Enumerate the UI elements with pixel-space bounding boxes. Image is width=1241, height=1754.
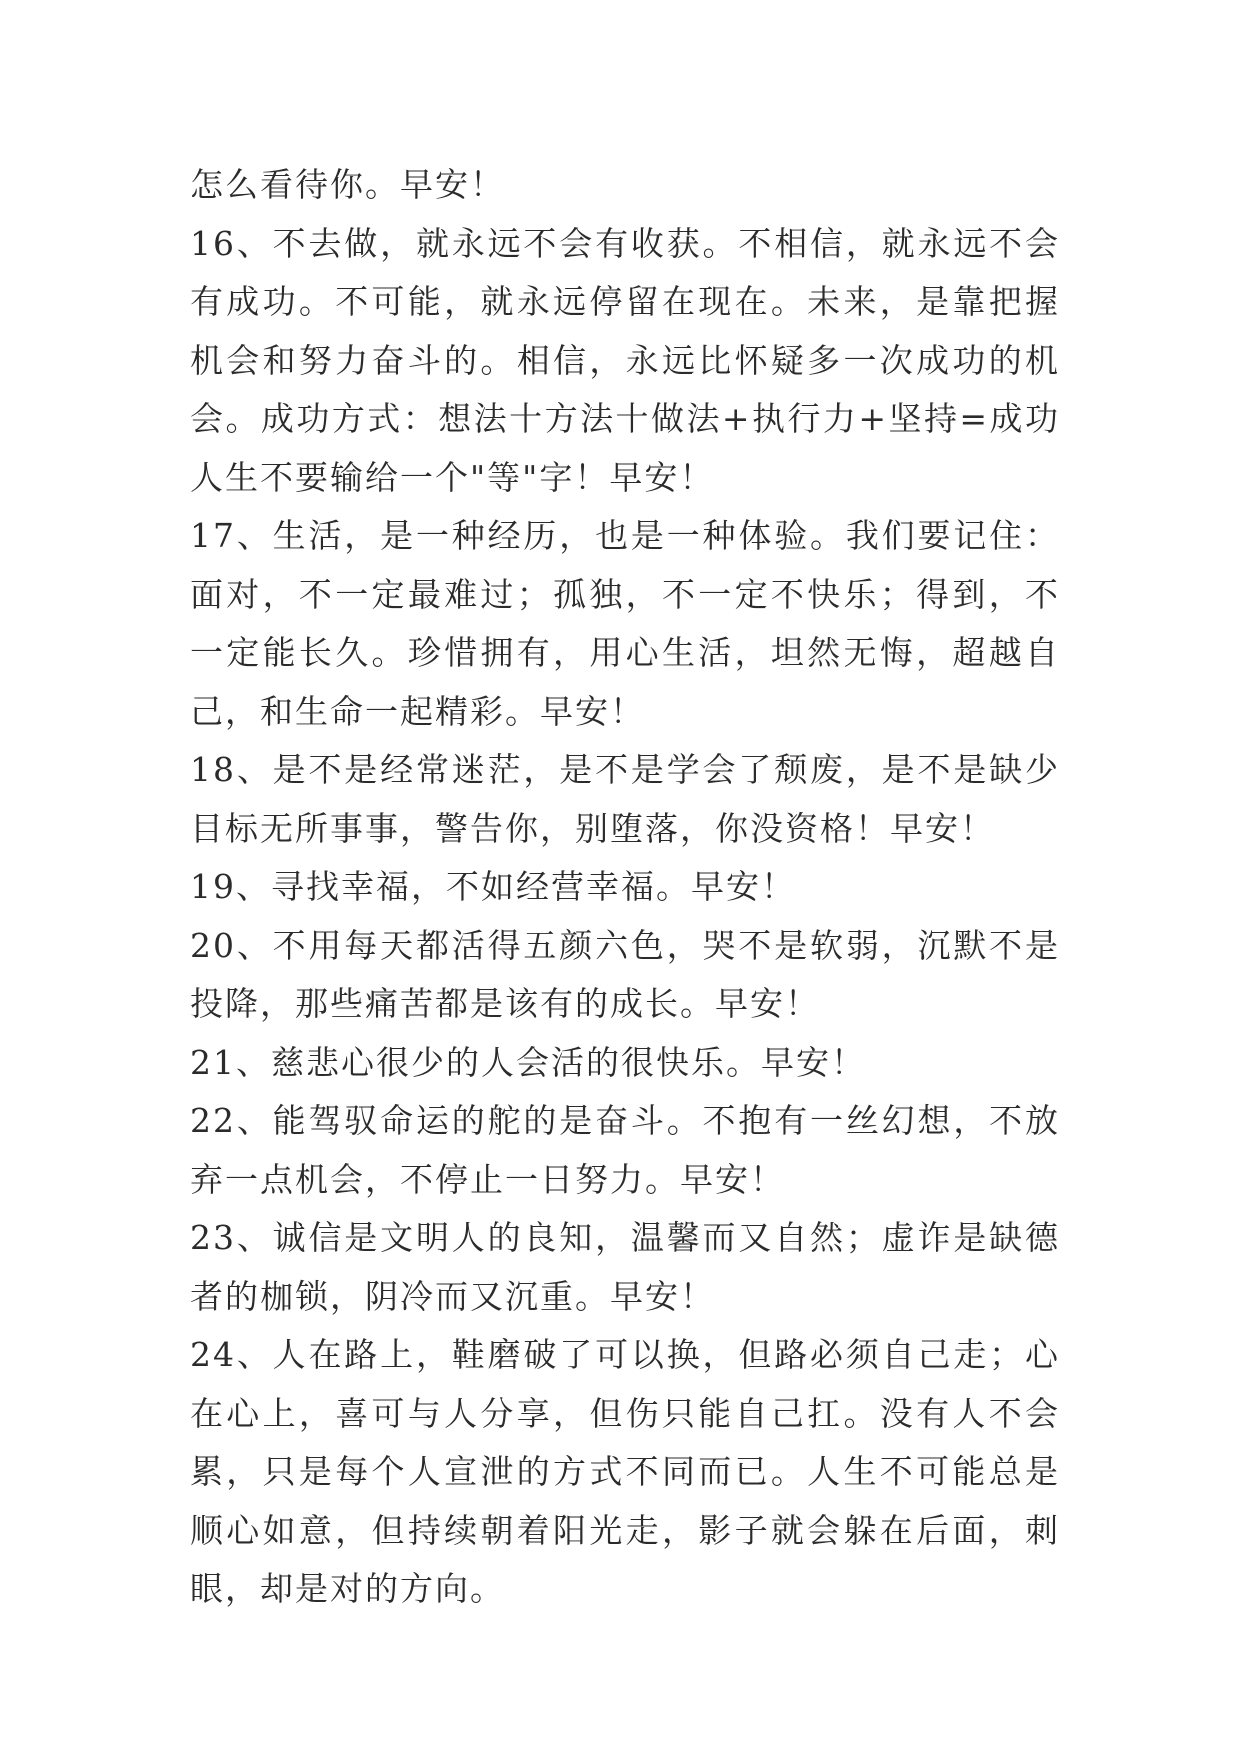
paragraph-21: 21、慈悲心很少的人会活的很快乐。早安！ xyxy=(190,1042,866,1082)
paragraph-22: 22、能驾驭命运的舵的是奋斗。不抱有一丝幻想，不放弃一点机会，不停止一日努力。早安！ xyxy=(190,1101,1060,1199)
paragraph-17: 17、生活，是一种经历，也是一种体验。我们要记住：面对，不一定最难过；孤独，不一定不快乐；得到，不一定能长久。珍惜拥有，用心生活，坦然无悔，超越自己，和生命一起精彩。早安！ xyxy=(190,516,1060,731)
paragraph-19: 19、寻找幸福，不如经营幸福。早安！ xyxy=(190,867,796,906)
document-body xyxy=(190,156,1060,1619)
paragraph-23: 23、诚信是文明人的良知，温馨而又自然；虚诈是缺德者的枷锁，阴冷而又沉重。早安！ xyxy=(190,1218,1060,1316)
paragraph-20: 20、不用每天都活得五颜六色，哭不是软弱，沉默不是投降，那些痛苦都是该有的成长。早安！ xyxy=(190,925,1060,1023)
paragraph-18: 18、是不是经常迷茫，是不是学会了颓废，是不是缺少目标无所事事，警告你，别堕落，你没资格！早安！ xyxy=(190,750,1060,848)
paragraph-16: 16、不去做，就永远不会有收获。不相信，就永远不会有成功。不可能，就永远停留在现在。未来，是靠把握机会和努力奋斗的。相信，永远比怀疑多一次成功的机会。成功方式：想法十方法十做法+执行力+坚持=成功人生不要输给一个"等"字！早安！ xyxy=(190,223,1060,497)
paragraph-24: 24、人在路上，鞋磨破了可以换，但路必须自己走；心在心上，喜可与人分享，但伤只能自己扛。没有人不会累，只是每个人宣泄的方式不同而已。人生不可能总是顺心如意，但持续朝着阳光走，影子就会躲在后面，刺眼，却是对的方向。 xyxy=(190,1335,1060,1608)
paragraph-continuation: 怎么看待你。早安！ xyxy=(190,165,505,204)
